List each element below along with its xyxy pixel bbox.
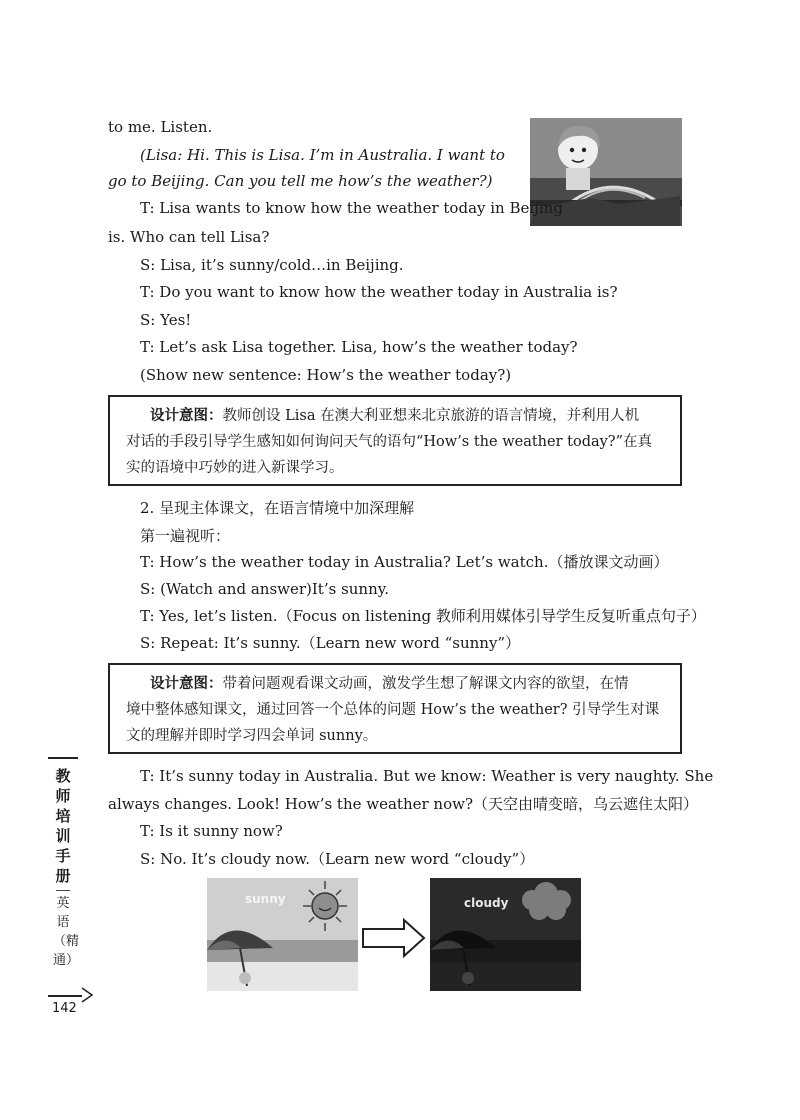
text-line: T: How’s the weather today in Australia? Let’s watch.（播放课文动画） — [140, 553, 669, 571]
design-intent-label: 设计意图： — [150, 676, 223, 692]
box-line: 实的语境中巧妙的进入新课学习。 — [126, 460, 344, 476]
cloudy-image — [430, 878, 581, 991]
text-line: T: Let’s ask Lisa together. Lisa, how’s the weather today? — [140, 338, 578, 356]
text-line: go to Beijing. Can you tell me how’s the weather?) — [108, 172, 493, 190]
text-line: is. Who can tell Lisa? — [108, 228, 270, 246]
page-number: 142 — [52, 1001, 77, 1016]
design-intent-box — [108, 663, 682, 754]
text-line: T: It’s sunny today in Australia. But we know: Weather is very naughty. She — [140, 767, 714, 785]
text-line: to me. Listen. — [108, 118, 213, 136]
sunny-image — [207, 878, 358, 991]
design-intent-label: 设计意图： — [150, 408, 223, 424]
section-subheading: 第一遍视听： — [140, 527, 231, 545]
sidebar-bottom-rule — [48, 995, 82, 997]
text-line: S: Yes! — [140, 311, 192, 329]
box-line: 文的理解并即时学习四会单词 sunny。 — [126, 728, 378, 744]
sunny-word: sunny — [245, 892, 286, 906]
text-line: S: Lisa, it’s sunny/cold…in Beijing. — [140, 256, 404, 274]
sidebar-top-rule — [48, 757, 78, 759]
cloudy-word: cloudy — [464, 896, 509, 910]
text-line: (Show new sentence: How’s the weather today?) — [140, 366, 512, 384]
text-line: T: Lisa wants to know how the weather today in Beijing — [140, 199, 563, 217]
box-line: 对话的手段引导学生感知如何询问天气的语句“How’s the weather today?”在真 — [126, 434, 652, 450]
text-line: T: Is it sunny now? — [140, 822, 283, 840]
section-heading: 2. 呈现主体课文，在语言情境中加深理解 — [140, 499, 415, 517]
box-line: 设计意图：教师创设 Lisa 在澳大利亚想来北京旅游的语言情境，并利用人机 — [150, 408, 640, 424]
design-intent-box — [108, 395, 682, 486]
text-line: S: Repeat: It’s sunny.（Learn new word “sunny”） — [140, 634, 521, 652]
box-line: 境中整体感知课文，通过回答一个总体的问题 How’s the weather? 引导学生对课 — [126, 702, 660, 718]
text-line: (Lisa: Hi. This is Lisa. I’m in Australia. I want to — [140, 146, 505, 164]
sidebar-rule — [56, 890, 70, 891]
text-line: T: Yes, let’s listen.（Focus on listening 教师利用媒体引导学生反复听重点句子） — [140, 607, 706, 625]
chevron-right-icon — [80, 986, 94, 1004]
sidebar-title: 教师培训手册 — [55, 767, 71, 885]
text-line: always changes. Look! How’s the weather now?（天空由晴变暗，乌云遮住太阳） — [108, 795, 699, 813]
box-line: 设计意图：带着问题观看课文动画，激发学生想了解课文内容的欲望，在情 — [150, 676, 629, 692]
text-line: S: (Watch and answer)It’s sunny. — [140, 580, 389, 598]
text-line: T: Do you want to know how the weather today in Australia is? — [140, 283, 618, 301]
sidebar-subject: 英语（精通） — [53, 896, 80, 968]
text-line: S: No. It’s cloudy now.（Learn new word “cloudy”） — [140, 850, 535, 868]
right-arrow-icon — [362, 918, 426, 958]
